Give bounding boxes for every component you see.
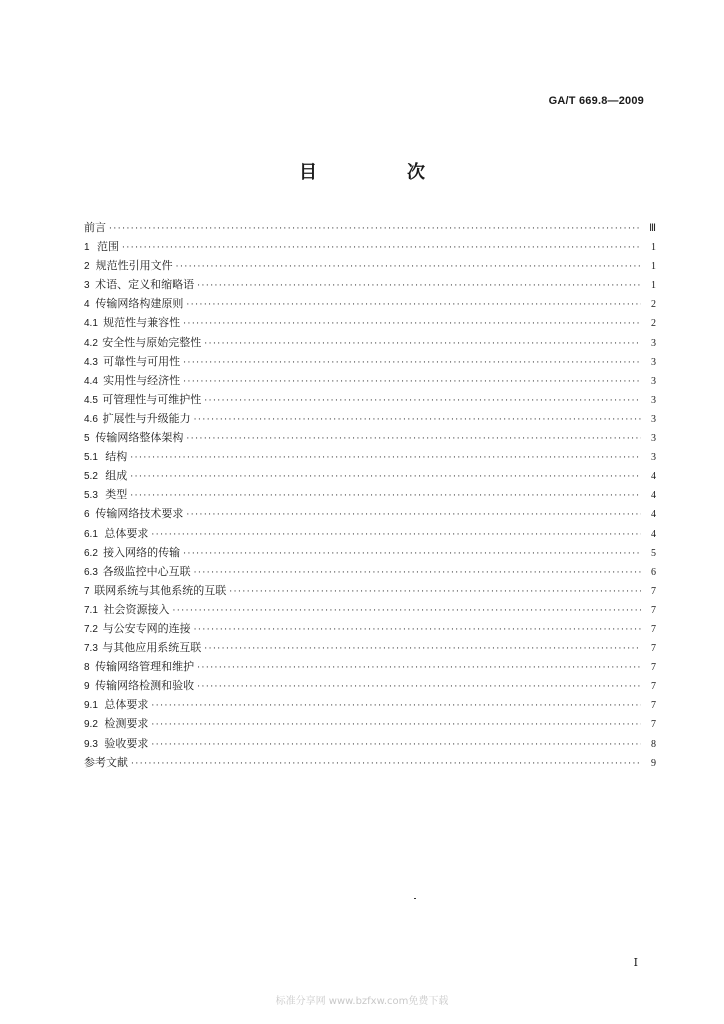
toc-entry-number: 7.1	[84, 604, 98, 616]
toc-entry-title: 参考文献	[84, 755, 128, 769]
toc-entry-number: 5.2	[84, 471, 98, 483]
toc-entry-title: 类型	[105, 488, 128, 502]
toc-leader-dots	[122, 239, 641, 258]
toc-leader-dots	[130, 468, 641, 487]
toc-entry[interactable]	[84, 524, 656, 543]
toc-entry-title: 各级监控中心互联	[102, 564, 191, 578]
toc-leader-dots	[131, 755, 641, 774]
toc-entry[interactable]	[84, 543, 656, 562]
toc-entry-title: 传输网络技术要求	[95, 507, 184, 521]
toc-entry-page: 3	[651, 394, 656, 406]
toc-entry-page: 9	[651, 757, 656, 769]
toc-entry[interactable]	[84, 581, 656, 600]
toc-leader-dots	[197, 678, 641, 697]
toc-entry[interactable]	[84, 275, 656, 294]
toc-entry-number: 9.3	[84, 738, 98, 750]
toc-leader-dots	[183, 545, 641, 564]
toc-entry[interactable]	[84, 753, 656, 772]
toc-entry-number: 9	[84, 681, 90, 693]
toc-entry-title: 联网系统与其他系统的互联	[94, 583, 227, 597]
toc-entry[interactable]	[84, 409, 656, 428]
toc-entry-page: 7	[651, 700, 656, 712]
toc-entry[interactable]	[84, 333, 656, 352]
toc-leader-dots	[151, 736, 641, 755]
toc-entry-title: 范围	[96, 240, 119, 254]
toc-entry-number: 4.3	[84, 356, 98, 368]
toc-entry-title: 与公安专网的连接	[102, 621, 191, 635]
toc-entry[interactable]	[84, 294, 656, 313]
toc-entry-title: 社会资源接入	[103, 602, 170, 616]
toc-leader-dots	[173, 602, 641, 621]
toc-entry-page: 7	[651, 604, 656, 616]
toc-entry-page: 6	[651, 566, 656, 578]
toc-entry-number: 2	[84, 261, 90, 273]
toc-entry[interactable]	[84, 218, 656, 237]
toc-leader-dots	[183, 315, 641, 334]
toc-entry-title: 传输网络整体架构	[95, 431, 184, 445]
toc-entry-page: 7	[651, 719, 656, 731]
toc-leader-dots	[204, 392, 641, 411]
toc-entry[interactable]	[84, 371, 656, 390]
toc-entry[interactable]	[84, 714, 656, 733]
toc-entry[interactable]	[84, 676, 656, 695]
toc-entry-title: 扩展性与升级能力	[102, 411, 191, 425]
toc-entry-number: 7	[84, 585, 90, 597]
toc-entry-title: 术语、定义和缩略语	[95, 278, 195, 292]
toc-entry[interactable]	[84, 256, 656, 275]
toc-entry-page: 7	[651, 623, 656, 635]
toc-leader-dots	[151, 716, 641, 735]
toc-entry-page: 8	[651, 738, 656, 750]
toc-heading: 目 次	[299, 162, 461, 183]
toc-entry-title: 可靠性与可用性	[103, 354, 181, 368]
toc-entry[interactable]	[84, 600, 656, 619]
toc-entry[interactable]	[84, 619, 656, 638]
toc-entry-number: 9.1	[84, 700, 98, 712]
toc-entry-page: 7	[651, 662, 656, 674]
toc-entry-number: 4.6	[84, 413, 98, 425]
toc-entry-page: 3	[651, 452, 656, 464]
toc-entry-page: 5	[651, 547, 656, 559]
toc-entry-number: 7.2	[84, 623, 98, 635]
toc-entry-page: 7	[651, 643, 656, 655]
toc-entry[interactable]	[84, 734, 656, 753]
toc-entry-page: 1	[651, 242, 656, 254]
toc-entry-page: 4	[651, 528, 656, 540]
watermark: 标准分享网 www.bzfxw.com免费下载	[275, 996, 449, 1007]
toc-leader-dots	[194, 564, 641, 583]
toc-entry[interactable]	[84, 237, 656, 256]
toc-entry-title: 验收要求	[104, 736, 149, 750]
toc-entry-title: 结构	[105, 450, 128, 464]
toc-entry-number: 6.3	[84, 566, 98, 578]
toc-entry-page: 3	[651, 337, 656, 349]
toc-entry-number: 5.3	[84, 490, 98, 502]
toc-entry-page: 1	[651, 280, 656, 292]
toc-entry-title: 检测要求	[104, 717, 149, 731]
toc-entry-title: 总体要求	[104, 698, 149, 712]
toc-entry[interactable]	[84, 504, 656, 523]
toc-entry-number: 7.3	[84, 643, 98, 655]
toc-entry-title: 可管理性与可维护性	[102, 392, 202, 406]
toc-entry-title: 传输网络检测和验收	[95, 679, 195, 693]
toc-entry-page: 1	[651, 261, 656, 273]
toc-leader-dots	[229, 583, 641, 602]
toc-entry-page: 4	[651, 490, 656, 502]
toc-entry-page: 3	[651, 413, 656, 425]
toc-entry-page: 4	[651, 471, 656, 483]
toc-leader-dots	[176, 258, 641, 277]
toc-entry-title: 传输网络构建原则	[95, 297, 184, 311]
toc-entry-number: 8	[84, 662, 90, 674]
toc-entry[interactable]	[84, 466, 656, 485]
toc-entry-page: 2	[651, 299, 656, 311]
toc-entry-number: 4.4	[84, 375, 98, 387]
toc-leader-dots	[186, 430, 641, 449]
toc-leader-dots	[183, 373, 641, 392]
toc-leader-dots	[204, 640, 641, 659]
toc-entry-page: 3	[651, 375, 656, 387]
toc-leader-dots	[130, 449, 641, 468]
toc-leader-dots	[197, 659, 641, 678]
toc-entry-number: 4.5	[84, 394, 98, 406]
toc-leader-dots	[197, 277, 641, 296]
toc-entry[interactable]	[84, 447, 656, 466]
toc-leader-dots	[109, 220, 641, 239]
toc-entry[interactable]	[84, 657, 656, 676]
toc-leader-dots	[151, 526, 641, 545]
toc-entry-number: 6.1	[84, 528, 98, 540]
toc-entry[interactable]	[84, 562, 656, 581]
toc-leader-dots	[183, 354, 641, 373]
toc-entry-page: 7	[651, 681, 656, 693]
toc-entry-title: 实用性与经济性	[103, 373, 181, 387]
page-number: I	[633, 956, 638, 969]
toc-entry-title: 组成	[105, 469, 128, 483]
toc-entry-title: 接入网络的传输	[103, 545, 181, 559]
toc-entry-number: 6	[84, 509, 90, 521]
toc-entry-number: 1	[84, 242, 90, 254]
toc-entry-number: 5.1	[84, 452, 98, 464]
toc-entry[interactable]	[84, 390, 656, 409]
toc-entry-number: 3	[84, 280, 90, 292]
standard-code: GA/T 669.8—2009	[548, 95, 644, 107]
toc-entry[interactable]	[84, 352, 656, 371]
toc-entry[interactable]	[84, 313, 656, 332]
toc-entry[interactable]	[84, 695, 656, 714]
toc-entry[interactable]	[84, 428, 656, 447]
toc-leader-dots	[186, 296, 641, 315]
toc-entry[interactable]	[84, 638, 656, 657]
toc-entry-page: 3	[651, 356, 656, 368]
toc-entry-title: 与其他应用系统互联	[102, 641, 202, 655]
toc-entry-page: Ⅲ	[649, 223, 656, 234]
toc-entry-title: 规范性与兼容性	[103, 316, 181, 330]
toc-entry-title: 安全性与原始完整性	[102, 335, 202, 349]
toc-entry-title: 总体要求	[104, 526, 149, 540]
toc-entry-page: 4	[651, 509, 656, 521]
toc-entry-number: 6.2	[84, 547, 98, 559]
toc-leader-dots	[151, 697, 641, 716]
toc-entry-page: 7	[651, 585, 656, 597]
toc-entry-title: 规范性引用文件	[95, 259, 173, 273]
toc-entry-title: 传输网络管理和维护	[95, 660, 195, 674]
table-of-contents	[84, 218, 656, 772]
toc-entry-number: 4	[84, 299, 90, 311]
toc-entry-number: 4.2	[84, 337, 98, 349]
toc-leader-dots	[194, 621, 641, 640]
toc-leader-dots	[130, 487, 641, 506]
toc-entry-title: 前言	[84, 221, 106, 234]
toc-leader-dots	[186, 506, 641, 525]
toc-entry[interactable]	[84, 485, 656, 504]
toc-entry-page: 2	[651, 318, 656, 330]
toc-entry-page: 3	[651, 433, 656, 445]
scan-speck	[414, 898, 416, 899]
toc-entry-number: 5	[84, 433, 90, 445]
toc-entry-number: 9.2	[84, 719, 98, 731]
toc-entry-number: 4.1	[84, 318, 98, 330]
toc-leader-dots	[194, 411, 641, 430]
toc-leader-dots	[204, 335, 641, 354]
